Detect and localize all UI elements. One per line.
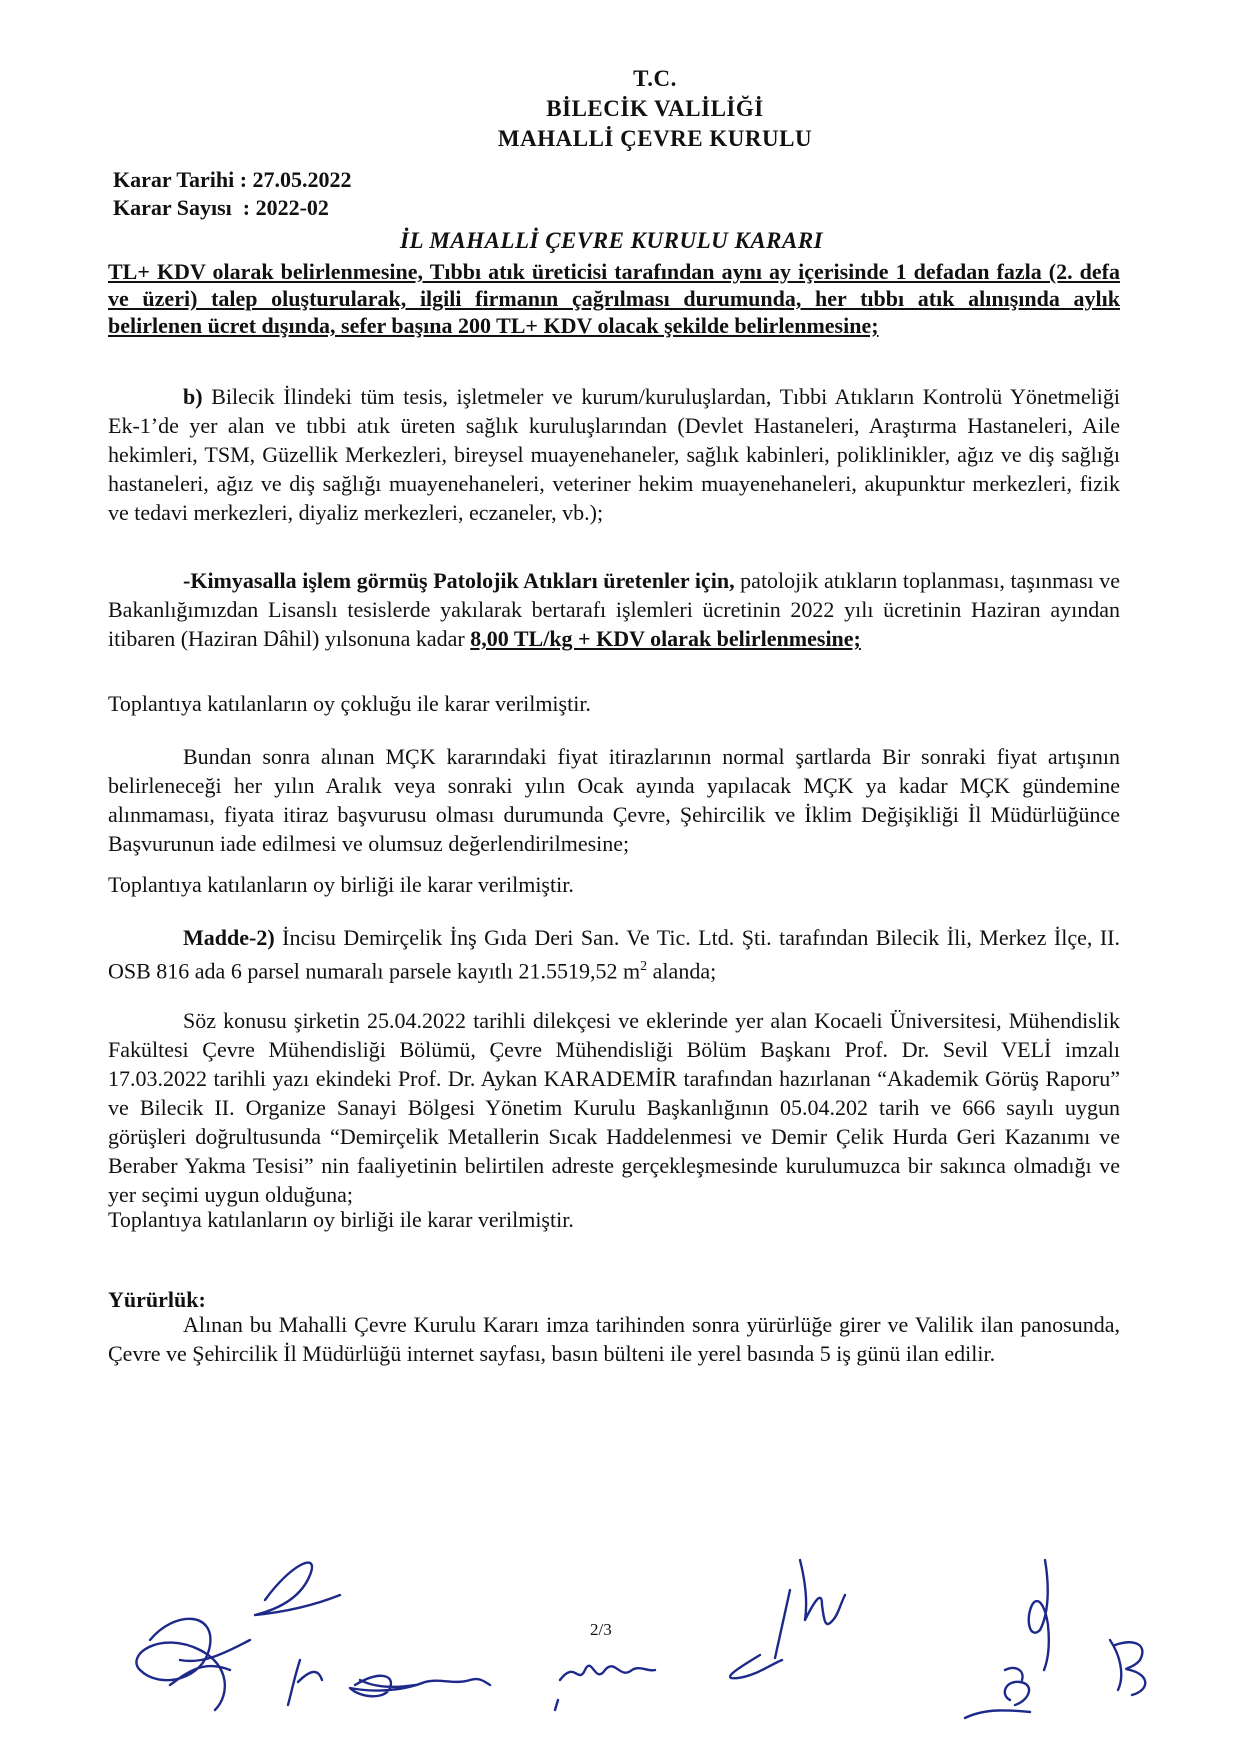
article-2-label: Madde-2) [183, 925, 275, 950]
vote-unanimous-1: Toplantıya katılanların oy birliği ile karar verilmiştir. [108, 872, 574, 897]
header-tc: T.C. [633, 66, 677, 91]
effective-text: Alınan bu Mahalli Çevre Kurulu Kararı imza tarihinden sonra yürürlüğe girer ve Valilik ilan panosunda, Çevre ve Şehircilik İl Müdürlüğü internet sayfası, basın bülteni ile yerel basında 5 iş günü ilan edilir. [108, 1312, 1120, 1366]
decision-title: İL MAHALLİ ÇEVRE KURULU KARARI [400, 228, 824, 253]
area-unit-superscript: 2 [640, 959, 648, 974]
signature-8 [1110, 1640, 1145, 1695]
pathological-fee: 8,00 TL/kg + KDV olarak belirlenmesine; [470, 626, 861, 651]
paragraph-company-application: Söz konusu şirketin 25.04.2022 tarihli dilekçesi ve eklerinde yer alan Kocaeli Üniversitesi, Mühendislik Fakültesi Çevre Mühendisliği Bölümü, Çevre Mühendisliği Bölüm Başkanı Prof. Dr. Sevil VELİ imzalı 17.03.2022 tarihli yazı ekindeki Prof. Dr. Aykan KARADEMİR tarafından hazırlanan “Akademik Görüş Raporu” ve Bilecik II. Organize Sanayi Bölgesi Yönetim Kurulu Başkanlığının 05.04.202 tarih ve 666 sayılı uygun görüşleri doğrultusunda “Demirçelik Metallerin Sıcak Haddelenmesi ve Demir Çelik Hurda Geri Kazanımı ve Beraber Yakma Tesisi” nin faaliyetinin belirtilen adreste gerçekleşmesinde kurulumuzca bir sakınca olmadığı ve yer seçimi uygun olduğuna; [108, 1008, 1120, 1207]
signature-6 [730, 1560, 845, 1678]
signature-3 [288, 1660, 322, 1705]
pathological-text: patolojik atıkların toplanması, taşınması ve Bakanlığımızdan Lisanslı tesislerde yakılarak bertarafı işlemleri ücretinin 2022 yılı ücretinin Haziran ayından itibaren (Haziran Dâhil) yılsonuna kadar [108, 568, 1120, 651]
decision-date: Karar Tarihi : 27.05.2022 [113, 167, 352, 192]
item-b-label: b) [183, 384, 203, 409]
signatures [0, 1520, 1240, 1753]
item-b-text: Bilecik İlindeki tüm tesis, işletmeler ve kurum/kuruluşlardan, Tıbbi Atıkların Kontrolü Yönetmeliği Ek-1’de yer alan ve tıbbi atık üreten sağlık kuruluşlarından (Devlet Hastaneleri, Araştırma Hastaneleri, Aile hekimleri, TSM, Güzellik Merkezleri, bireysel muayenehaneler, sağlık kabinleri, poliklinikler, ağız ve diş sağlığı hastaneleri, ağız ve diş sağlığı muayenehaneleri, veteriner hekim muayenehaneleri, akupunktur merkezleri, fizik ve tedavi merkezleri, diyaliz merkezleri, eczaneler, vb.); [108, 384, 1120, 525]
signature-7 [965, 1560, 1049, 1718]
signature-1 [136, 1619, 250, 1710]
paragraph-pathological-waste [108, 566, 1120, 653]
signature-2 [255, 1563, 340, 1615]
article-2-text: İncisu Demirçelik İnş Gıda Deri San. Ve Tic. Ltd. Şti. tarafından Bilecik İli, Merkez İlçe, II. OSB 816 ada 6 parsel numaralı parsele kayıtlı 21.5519,52 m [108, 925, 1120, 984]
effective-heading: Yürürlük: [108, 1287, 206, 1312]
paragraph-price-objections: Bundan sonra alınan MÇK kararındaki fiyat itirazlarının normal şartlarda Bir sonraki fiyat artışının belirleneceği her yılın Aralık veya sonraki yılın Ocak ayında yapılacak MÇK ya kadar MÇK gündemine alınmaması, fiyata itiraz başvurusu olması durumunda Çevre, Şehircilik ve İklim Değişikliği İl Müdürlüğünce Başvurunun iade edilmesi ve olumsuz değerlendirilmesine; [108, 744, 1120, 856]
header-council: MAHALLİ ÇEVRE KURULU [497, 126, 813, 151]
header-governorship: BİLECİK VALİLİĞİ [546, 96, 764, 121]
vote-unanimous-2: Toplantıya katılanların oy birliği ile karar verilmiştir. [108, 1207, 574, 1232]
signature-4 [350, 1676, 490, 1696]
page-number: 2/3 [590, 1620, 612, 1639]
paragraph-b-facilities [108, 382, 1120, 527]
decision-number: Karar Sayısı : 2022-02 [113, 195, 329, 220]
paragraph-fee-repeat: TL+ KDV olarak belirlenmesine, Tıbbı atık üreticisi tarafından aynı ay içerisinde 1 defadan fazla (2. defa ve üzeri) talep oluşturularak, ilgili firmanın çağrılması durumunda, her tıbbı atık alınışında aylık belirlenen ücret dışında, sefer başına 200 TL+ KDV olacak şekilde belirlenmesine; [108, 259, 1120, 338]
pathological-lead: -Kimyasalla işlem görmüş Patolojik Atıkları üretenler için, [183, 568, 735, 593]
signature-5 [555, 1666, 655, 1710]
paragraph-article-2 [108, 923, 1120, 985]
article-2-tail: alanda; [647, 958, 717, 984]
vote-majority: Toplantıya katılanların oy çokluğu ile karar verilmiştir. [108, 691, 591, 716]
